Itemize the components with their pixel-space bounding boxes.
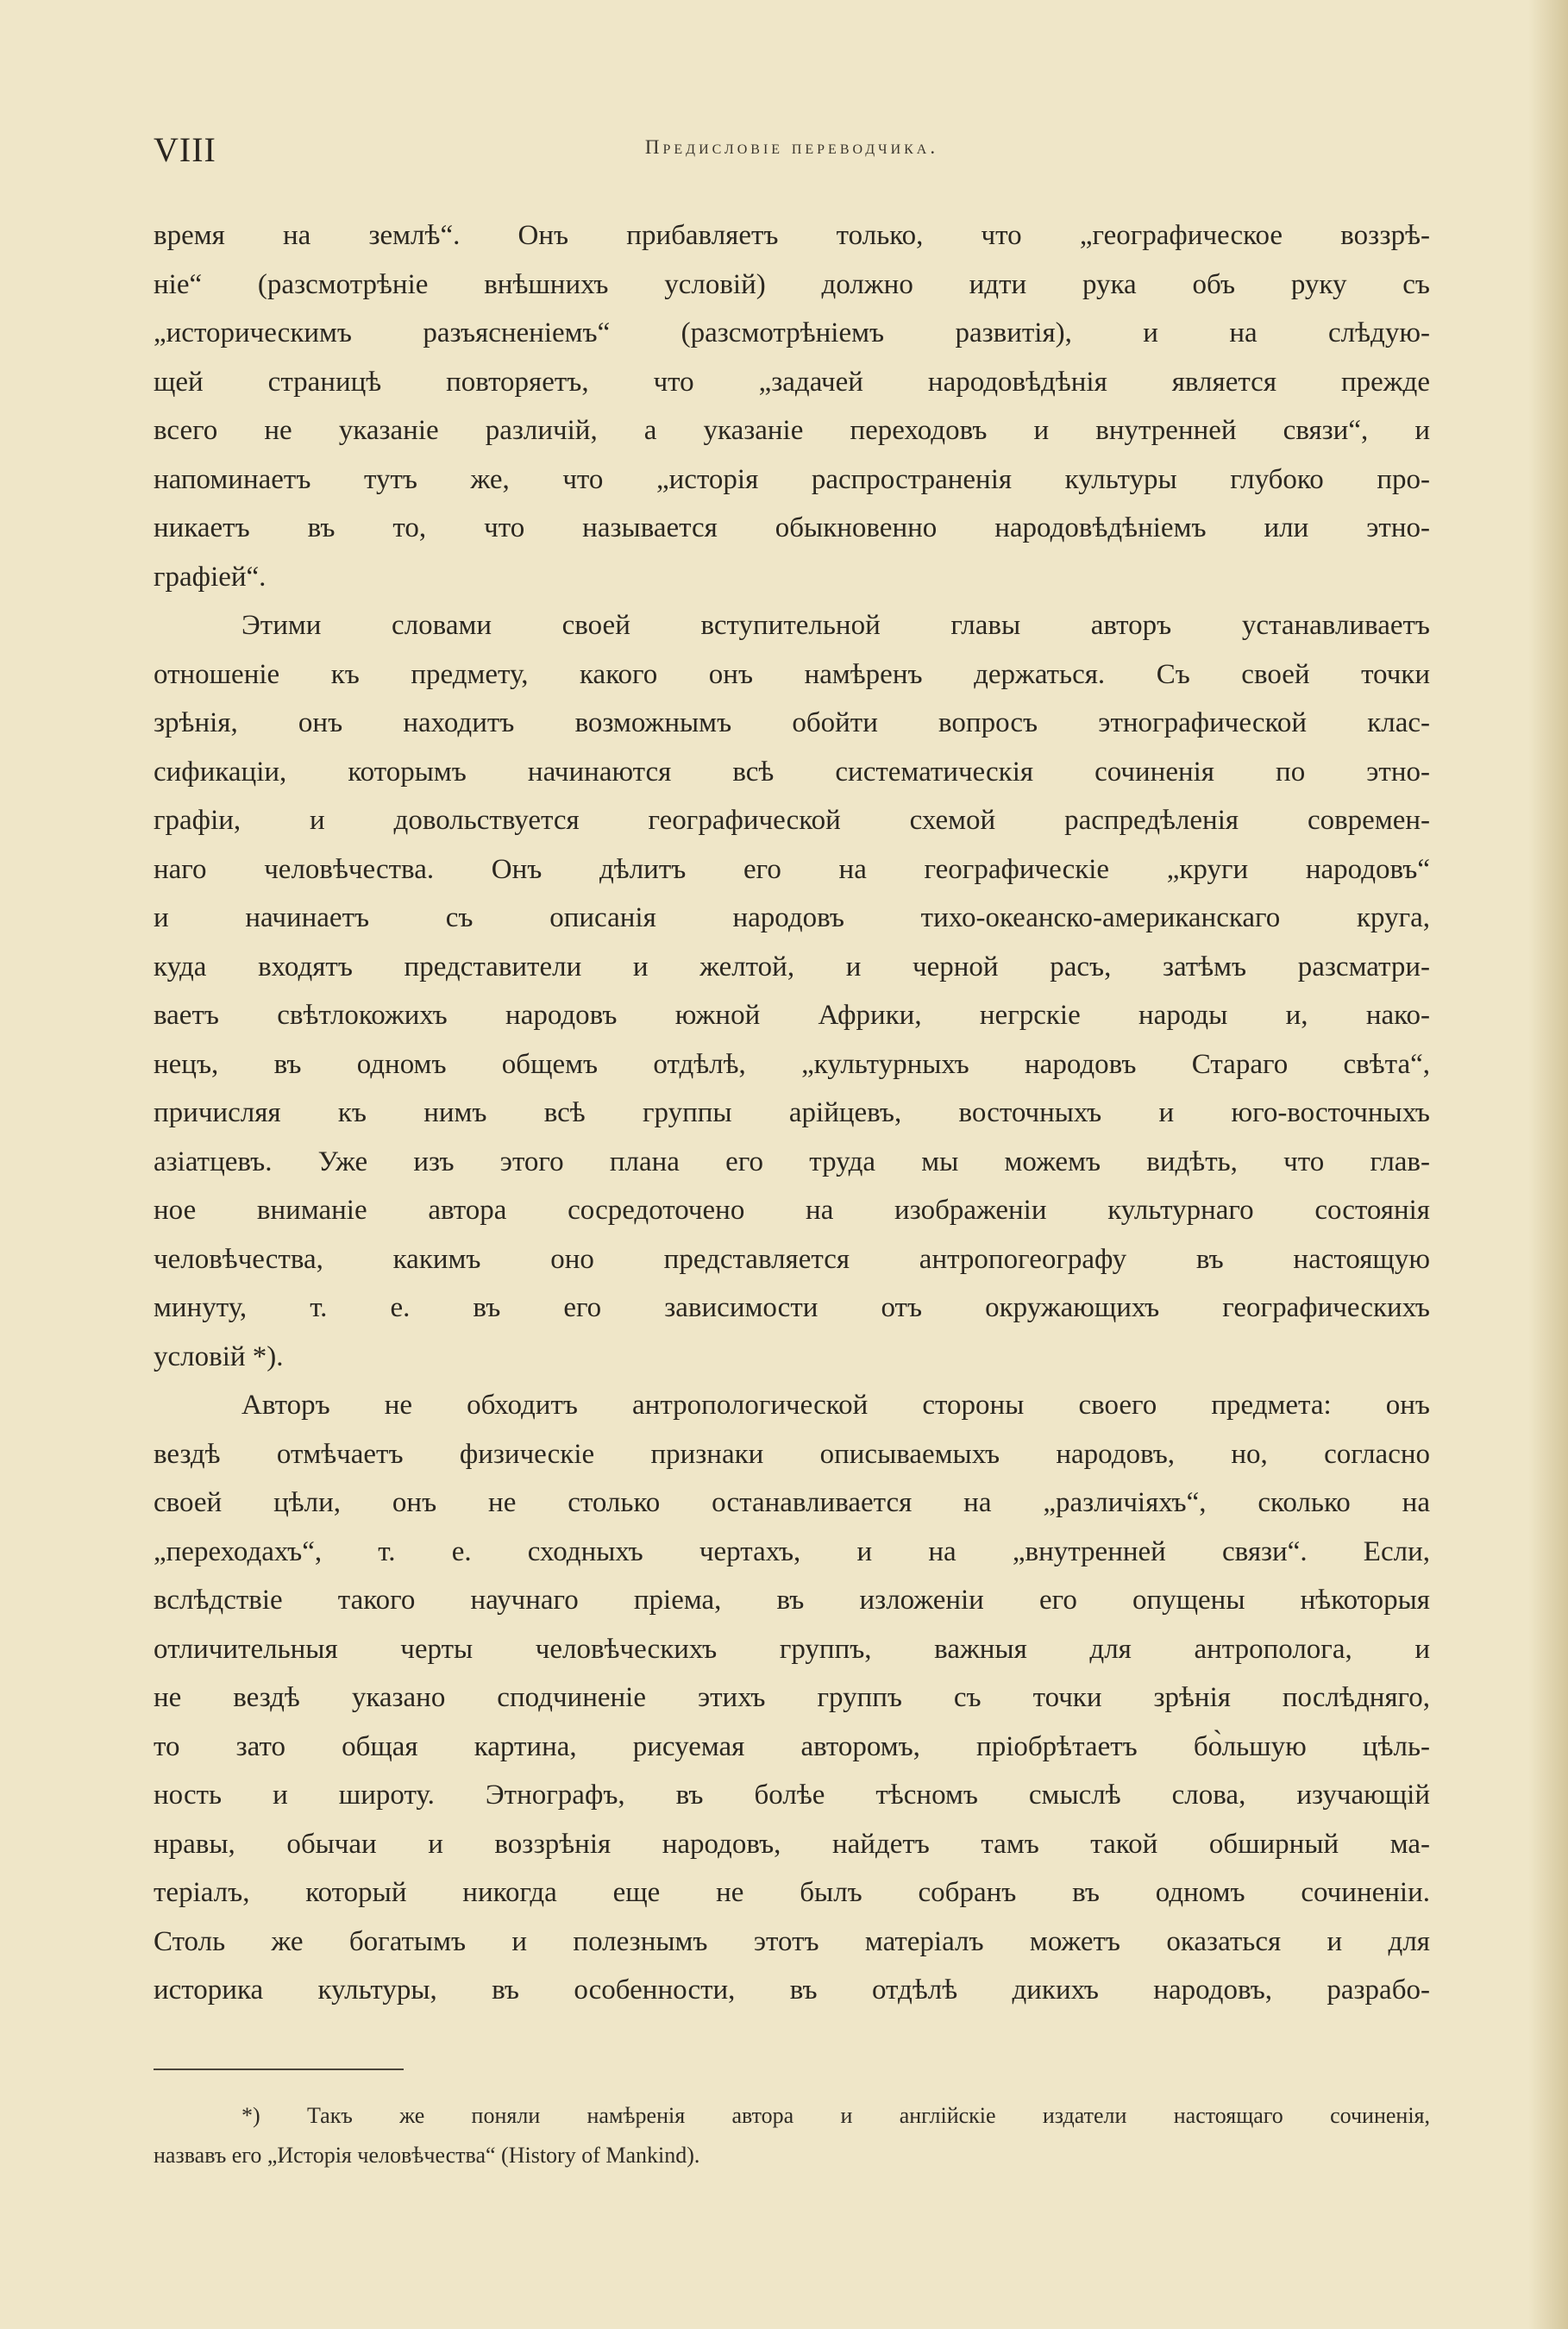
text-line: вездѣ отмѣчаетъ физическіе признаки описываемыхъ народовъ, но, согласно — [154, 1438, 1430, 1470]
text-line: условій *). — [154, 1340, 284, 1372]
text-line: время на землѣ“. Онъ прибавляетъ только, что „географическое воззрѣ- — [154, 220, 1430, 251]
text-line: своей цѣли, онъ не столько останавливается на „различіяхъ“, сколько на — [154, 1487, 1430, 1518]
text-line: графіи, и довольствуется географической схемой распредѣленія современ- — [154, 805, 1430, 836]
text-line: ваетъ свѣтлокожихъ народовъ южной Африки, негрскіе народы и, нако- — [154, 1000, 1430, 1031]
text-line: наго человѣчества. Онъ дѣлитъ его на географическіе „круги народовъ“ — [154, 853, 1430, 885]
footnote-line: *) Такъ же поняли намѣренія автора и англійскіе издатели настоящаго сочиненія, — [241, 2103, 1430, 2128]
footnote-divider — [154, 2068, 404, 2070]
text-line: сификаціи, которымъ начинаются всѣ систематическія сочиненія по этно- — [154, 756, 1430, 788]
text-line: причисляя къ нимъ всѣ группы арійцевъ, восточныхъ и юго-восточныхъ — [154, 1097, 1430, 1128]
text-line: зрѣнія, онъ находитъ возможнымъ обойти вопросъ этнографической клас- — [154, 707, 1430, 738]
text-line: никаетъ въ то, что называется обыкновенно народовѣдѣніемъ или этно- — [154, 512, 1430, 543]
text-line: теріалъ, который никогда еще не былъ собранъ въ одномъ сочиненіи. — [154, 1877, 1430, 1908]
text-line: „историческимъ разъясненіемъ“ (разсмотрѣніемъ развитія), и на слѣдую- — [154, 317, 1430, 348]
text-line: отношеніе къ предмету, какого онъ намѣренъ держаться. Съ своей точки — [154, 658, 1430, 690]
paragraph-first-line: Этими словами своей вступительной главы авторъ устанавливаетъ — [241, 610, 1430, 641]
text-line: графіей“. — [154, 561, 267, 593]
text-line: ность и широту. Этнографъ, въ болѣе тѣсномъ смыслѣ слова, изучающій — [154, 1780, 1430, 1811]
text-line: историка культуры, въ особенности, въ отдѣлѣ дикихъ народовъ, разрабо- — [154, 1974, 1430, 2006]
text-line: куда входятъ представители и желтой, и черной расъ, затѣмъ разсматри- — [154, 951, 1430, 982]
footnote — [154, 2096, 1430, 2175]
page-number: VIII — [154, 130, 216, 169]
text-line: „переходахъ“, т. е. сходныхъ чертахъ, и на „внутренней связи“. Если, — [154, 1535, 1430, 1567]
text-line: щей страницѣ повторяетъ, что „задачей народовѣдѣнія является прежде — [154, 366, 1430, 398]
text-line: нравы, обычаи и воззрѣнія народовъ, найдетъ тамъ такой обширный ма- — [154, 1828, 1430, 1860]
text-line: человѣчества, какимъ оно представляется антропогеографу въ настоящую — [154, 1243, 1430, 1275]
text-line: ное вниманіе автора сосредоточено на изображеніи культурнаго состоянія — [154, 1195, 1430, 1226]
running-title: Предисловіе переводчика. — [644, 136, 939, 158]
text-line: нецъ, въ одномъ общемъ отдѣлѣ, „культурныхъ народовъ Стараго свѣта“, — [154, 1048, 1430, 1080]
footnote-line: назвавъ его „Исторія человѣчества“ (History of Mankind). — [154, 2143, 700, 2168]
paragraph-first-line: Авторъ не обходитъ антропологической стороны своего предмета: онъ — [241, 1390, 1430, 1421]
text-line: то зато общая картина, рисуемая авторомъ, пріобрѣтаетъ бо̀льшую цѣль- — [154, 1730, 1430, 1762]
text-line: не вездѣ указано сподчиненіе этихъ группъ съ точки зрѣнія послѣдняго, — [154, 1682, 1430, 1713]
text-line: ніе“ (разсмотрѣніе внѣшнихъ условій) должно идти рука объ руку съ — [154, 268, 1430, 300]
text-line: минуту, т. е. въ его зависимости отъ окружающихъ географическихъ — [154, 1292, 1430, 1323]
text-line: и начинаетъ съ описанія народовъ тихо-океанско-американскаго круга, — [154, 902, 1430, 933]
body-text — [154, 211, 1430, 2015]
text-line: отличительныя черты человѣческихъ группъ, важныя для антрополога, и — [154, 1633, 1430, 1665]
text-line: всего не указаніе различій, а указаніе переходовъ и внутренней связи“, и — [154, 415, 1430, 446]
text-line: Столь же богатымъ и полезнымъ этотъ матеріалъ можетъ оказаться и для — [154, 1925, 1430, 1957]
text-line: вслѣдствіе такого научнаго пріема, въ изложеніи его опущены нѣкоторыя — [154, 1585, 1430, 1616]
text-line: азіатцевъ. Уже изъ этого плана его труда мы можемъ видѣть, что глав- — [154, 1146, 1430, 1177]
running-head — [154, 129, 1430, 181]
page-edge-shadow — [1528, 0, 1568, 2329]
text-line: напоминаетъ тутъ же, что „исторія распространенія культуры глубоко про- — [154, 463, 1430, 495]
